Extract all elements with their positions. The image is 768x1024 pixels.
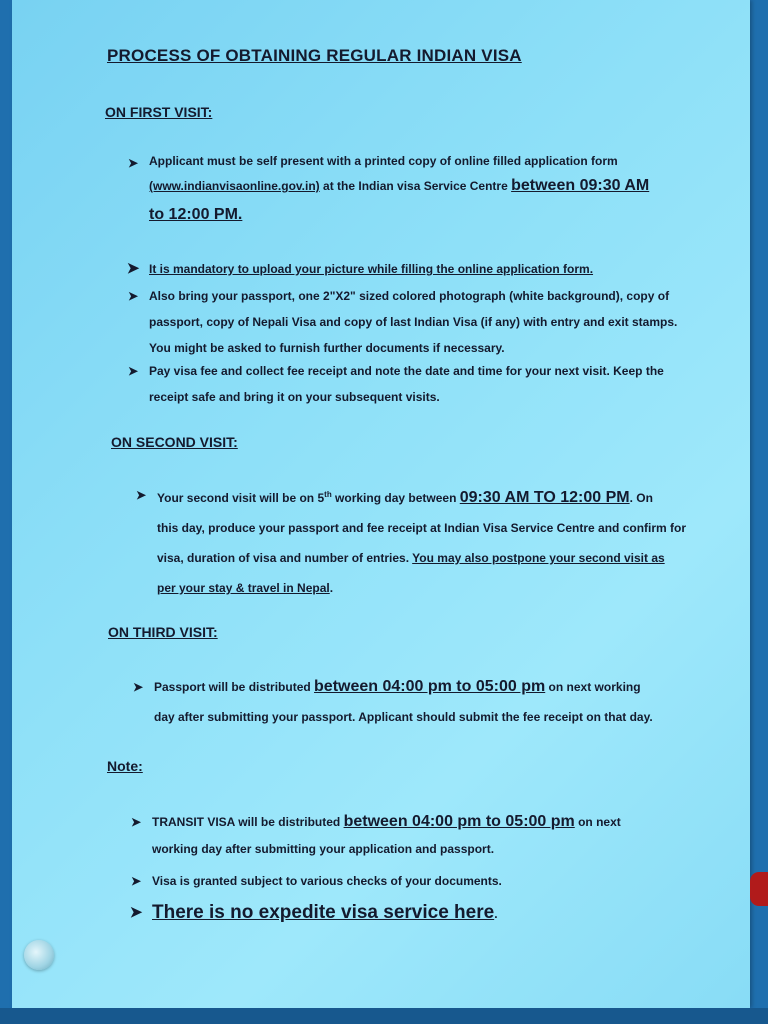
arrowhead-bullet-icon: ➤	[127, 289, 139, 303]
first-visit-bullet-4: ➤ Pay visa fee and collect fee receipt and note the date and time for your next visit. Keep the receipt safe and bring it on your subsequent visits.	[149, 358, 664, 410]
push-pin-icon	[24, 940, 54, 970]
visa-website-link[interactable]: (www.indianvisaonline.gov.in)	[149, 179, 320, 193]
arrowhead-bullet-icon: ➤	[126, 260, 140, 277]
first-visit-heading: ON FIRST VISIT:	[105, 104, 213, 120]
third-visit-bullet: ➤ Passport will be distributed between 04:00 pm to 05:00 pm on next working day after submitting your passport. Applicant should submit the fee receipt on that day.	[154, 672, 653, 732]
second-visit-heading: ON SECOND VISIT:	[111, 434, 238, 450]
note-bullet-2: ➤ Visa is granted subject to various checks of your documents.	[152, 868, 502, 894]
arrowhead-bullet-icon: ➤	[129, 904, 143, 921]
third-visit-heading: ON THIRD VISIT:	[108, 624, 218, 640]
first-visit-bullet-2: ➤ It is mandatory to upload your picture while filling the online application form.	[149, 256, 593, 282]
arrowhead-bullet-icon: ➤	[135, 488, 147, 502]
page-title: PROCESS OF OBTAINING REGULAR INDIAN VISA	[107, 46, 522, 65]
arrowhead-bullet-icon: ➤	[130, 815, 142, 829]
note-bullet-3: ➤ There is no expedite visa service here.	[152, 898, 498, 929]
red-push-pin-icon	[750, 872, 768, 906]
note-bullet-1: ➤ TRANSIT VISA will be distributed between 04:00 pm to 05:00 pm on next working day after submitting your application and passport.	[152, 806, 621, 860]
second-visit-bullet: ➤ Your second visit will be on 5th working day between 09:30 AM TO 12:00 PM. On this day, produce your passport and fee receipt at Indian Visa Service Centre and confirm for visa, duration of visa and number of entries. You may also postpone your second visit as per your stay & travel in Nepal.	[157, 480, 686, 603]
notice-document	[12, 0, 750, 1008]
arrowhead-bullet-icon: ➤	[127, 156, 139, 170]
arrowhead-bullet-icon: ➤	[127, 364, 139, 378]
arrowhead-bullet-icon: ➤	[130, 874, 142, 888]
note-heading: Note:	[107, 758, 143, 774]
arrowhead-bullet-icon: ➤	[132, 680, 144, 694]
first-visit-bullet-1: ➤ Applicant must be self present with a printed copy of online filled application form (www.indianvisaonline.gov.in) at the Indian visa Service Centre between 09:30 AM to 12:00 PM.	[149, 150, 649, 230]
first-visit-bullet-3: ➤ Also bring your passport, one 2"X2" sized colored photograph (white background), copy of passport, copy of Nepali Visa and copy of last Indian Visa (if any) with entry and exit stamps. You might be asked to furnish further documents if necessary.	[149, 283, 677, 361]
board-edge	[0, 1008, 768, 1024]
paper-sheet	[12, 0, 750, 1008]
